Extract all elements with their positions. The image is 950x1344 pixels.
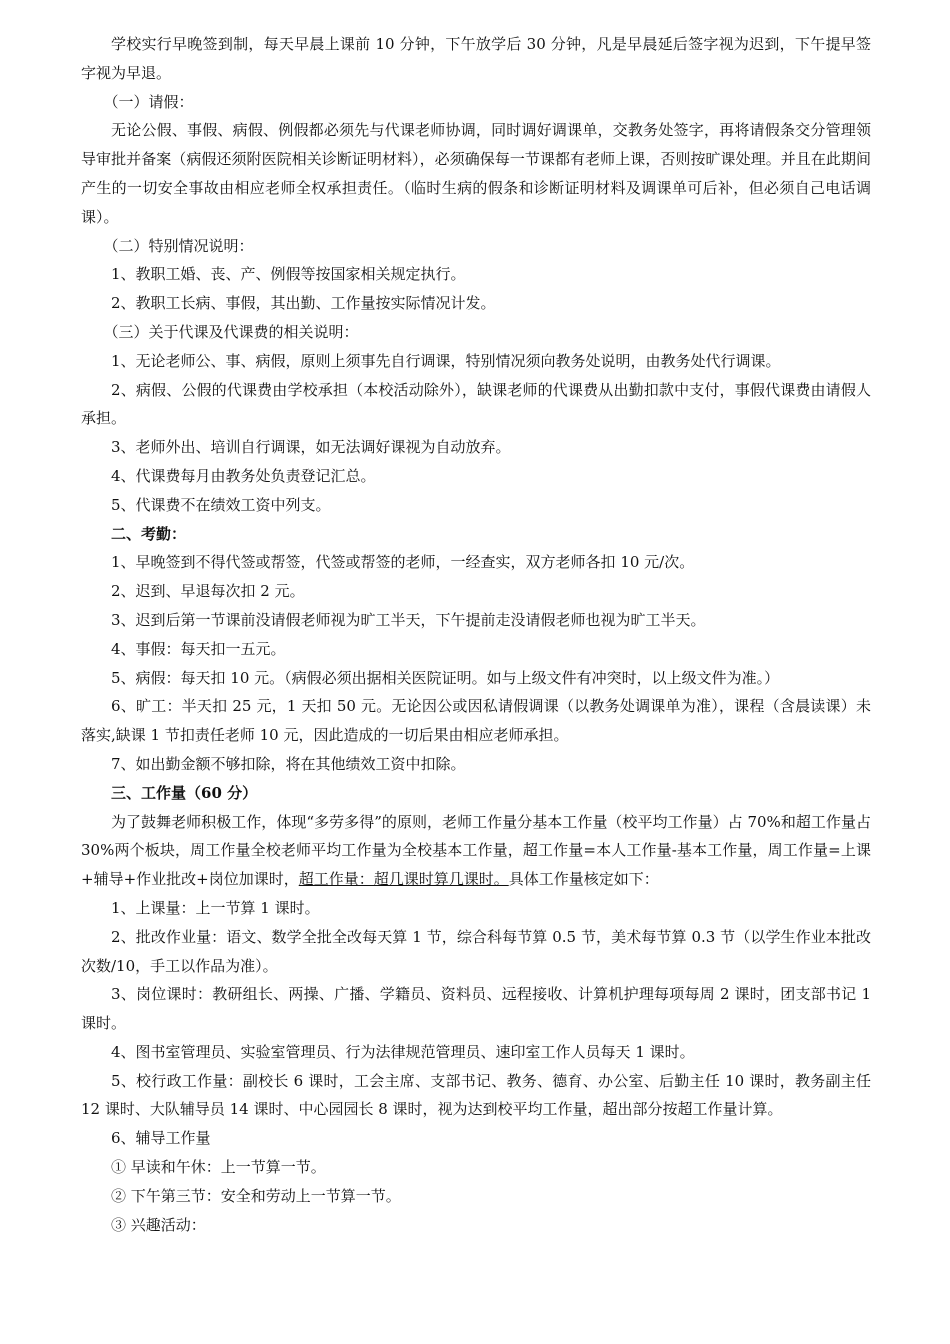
attendance-item: 3、迟到后第一节课前没请假老师视为旷工半天，下午提前走没请假老师也视为旷工半天。 (111, 610, 706, 629)
substitute-item: 2、病假、公假的代课费由学校承担（本校活动除外），缺课老师的代课费从出勤扣款中支付，事假代课费由请假人承担。 (81, 380, 871, 428)
signin-rule-paragraph: 学校实行早晚签到制，每天早晨上课前 10 分钟，下午放学后 30 分钟，凡是早晨延后签字视为迟到，下午提早签字视为早退。 (81, 35, 871, 82)
substitute-heading: （三）关于代课及代课费的相关说明： (103, 322, 359, 341)
workload-item: 6、辅导工作量 (111, 1129, 211, 1148)
workload-subitem: ③ 兴趣活动： (111, 1215, 206, 1234)
attendance-item: 7、如出勤金额不够扣除，将在其他绩效工资中扣除。 (111, 754, 466, 773)
substitute-item: 5、代课费不在绩效工资中列支。 (111, 495, 331, 514)
attendance-item: 1、早晚签到不得代签或帮签，代签或帮签的老师，一经查实，双方老师各扣 10 元/次。 (111, 553, 695, 572)
special-cases-heading: （二）特别情况说明： (103, 236, 254, 255)
document-page (81, 30, 871, 1239)
attendance-item: 5、病假：每天扣 10 元。（病假必须出据相关医院证明。如与上级文件有冲突时，以上级文件为准。） (111, 668, 780, 687)
workload-heading: 三、工作量（60 分） (111, 783, 258, 802)
workload-item: 5、校行政工作量：副校长 6 课时，工会主席、支部书记、教务、德育、办公室、后勤主任 10 课时，教务副主任 12 课时、大队辅导员 14 课时、中心园园长 8 课时，视为达到校平均工作量，超出部分按超工作量计算。 (81, 1071, 871, 1119)
workload-item: 2、批改作业量：语文、数学全批全改每天算 1 节，综合科每节算 0.5 节，美术每节算 0.3 节（以学生作业本批改次数/10，手工以作品为准）。 (81, 927, 871, 975)
special-case-item: 2、教职工长病、事假，其出勤、工作量按实际情况计发。 (111, 294, 496, 313)
workload-subitem: ① 早读和午休：上一节算一节。 (111, 1158, 326, 1177)
workload-item: 3、岗位课时：教研组长、两操、广播、学籍员、资料员、远程接收、计算机护理每项每周 2 课时，团支部书记 1 课时。 (81, 985, 871, 1033)
attendance-heading: 二、考勤： (111, 524, 187, 543)
attendance-item: 4、事假：每天扣一五元。 (111, 639, 286, 658)
workload-intro-text: 为了鼓舞老师积极工作，体现“多劳多得”的原则，老师工作量分基本工作量（校平均工作量）占 70%和超工作量占 30%两个板块，周工作量全校老师平均工作量为全校基本工作量，超工作量=本人工作量-基本工作量，周工作量=上课+辅导+作业批改+岗位加课时， (81, 812, 871, 889)
attendance-item: 2、迟到、早退每次扣 2 元。 (111, 582, 305, 601)
workload-item: 1、上课量：上一节算 1 课时。 (111, 898, 320, 917)
substitute-item: 3、老师外出、培训自行调课，如无法调好课视为自动放弃。 (111, 438, 511, 457)
workload-item: 4、图书室管理员、实验室管理员、行为法律规范管理员、速印室工作人员每天 1 课时。 (111, 1042, 695, 1061)
workload-intro-tail: 具体工作量核定如下： (508, 870, 659, 889)
special-case-item: 1、教职工婚、丧、产、例假等按国家相关规定执行。 (111, 265, 466, 284)
workload-subitem: ② 下午第三节：安全和劳动上一节算一节。 (111, 1186, 401, 1205)
substitute-item: 4、代课费每月由教务处负责登记汇总。 (111, 466, 376, 485)
leave-heading: （一）请假： (103, 92, 194, 111)
leave-paragraph: 无论公假、事假、病假、例假都必须先与代课老师协调，同时调好调课单，交教务处签字，再将请假条交分管理领导审批并备案（病假还须附医院相关诊断证明材料），必须确保每一节课都有老师上课，否则按旷课处理。并且在此期间产生的一切安全事故由相应老师全权承担责任。（临时生病的假条和诊断证明材料及调课单可后补，但必须自己电话调课）。 (81, 121, 871, 226)
attendance-item: 6、旷工：半天扣 25 元，1 天扣 50 元。无论因公或因私请假调课（以教务处调课单为准），课程（含晨读课）未落实,缺课 1 节扣责任老师 10 元，因此造成的一切后果由相应老师承担。 (81, 697, 871, 745)
workload-intro-underlined: 超工作量：超几课时算几课时。 (298, 870, 509, 889)
workload-intro-paragraph (81, 808, 871, 894)
substitute-item: 1、无论老师公、事、病假，原则上须事先自行调课，特别情况须向教务处说明，由教务处代行调课。 (111, 351, 781, 370)
